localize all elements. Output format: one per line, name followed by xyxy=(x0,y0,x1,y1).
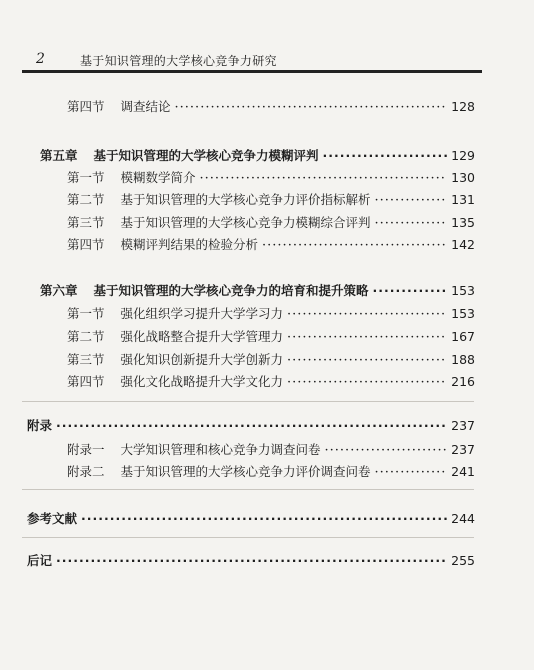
toc-label: 第六章 xyxy=(40,283,78,298)
toc-label: 参考文献 xyxy=(27,511,78,526)
toc-entry-appendix-1[interactable] xyxy=(67,440,475,458)
toc-text: 强化战略整合提升大学管理力 xyxy=(120,329,284,344)
toc-text: 基于知识管理的大学核心竞争力的培育和提升策略 xyxy=(93,283,369,298)
toc-label: 第三节 xyxy=(67,352,105,367)
toc-text: 基于知识管理的大学核心竞争力评价调查问卷 xyxy=(120,464,371,479)
toc-leader xyxy=(287,307,447,322)
toc-leader xyxy=(375,465,448,480)
toc-page: 255 xyxy=(451,553,475,568)
toc-page: 130 xyxy=(451,170,475,185)
toc-entry-appendix[interactable] xyxy=(27,416,475,434)
toc-leader xyxy=(81,511,447,526)
toc-text: 模糊数学简介 xyxy=(120,170,196,185)
toc-page: 153 xyxy=(451,306,475,321)
toc-text: 强化知识创新提升大学创新力 xyxy=(120,352,284,367)
toc-text: 模糊评判结果的检验分析 xyxy=(120,237,259,252)
toc-label: 第五章 xyxy=(40,148,78,163)
toc-leader xyxy=(375,216,448,231)
toc-label: 附录 xyxy=(27,418,53,433)
toc-entry-4-4-conclusion[interactable] xyxy=(67,97,475,115)
toc-text: 调查结论 xyxy=(120,99,171,114)
toc-entry-6-2[interactable] xyxy=(67,327,475,345)
toc-page: 131 xyxy=(451,192,475,207)
toc-entry-5-1[interactable] xyxy=(67,168,475,186)
toc-page: 216 xyxy=(451,374,475,389)
toc-page: 153 xyxy=(451,283,475,298)
toc-text: 基于知识管理的大学核心竞争力模糊综合评判 xyxy=(120,215,371,230)
toc-entry-chapter-5[interactable] xyxy=(40,146,475,164)
toc-entry-5-2[interactable] xyxy=(67,190,475,208)
toc-entry-6-1[interactable] xyxy=(67,304,475,322)
toc-page: 237 xyxy=(451,418,475,433)
toc-entry-5-3[interactable] xyxy=(67,213,475,231)
toc-label: 第四节 xyxy=(67,374,105,389)
toc-text: 强化文化战略提升大学文化力 xyxy=(120,374,284,389)
toc-page: 142 xyxy=(451,237,475,252)
toc-entry-6-3[interactable] xyxy=(67,350,475,368)
toc-label: 第二节 xyxy=(67,192,105,207)
toc-label: 第二节 xyxy=(67,329,105,344)
toc-text: 基于知识管理的大学核心竞争力模糊评判 xyxy=(93,148,319,163)
toc-page: 244 xyxy=(451,511,475,526)
toc-leader xyxy=(287,375,447,390)
toc-label: 后记 xyxy=(27,553,53,568)
toc-leader xyxy=(56,553,447,568)
toc-text: 大学知识管理和核心竞争力调查问卷 xyxy=(120,442,321,457)
toc-leader xyxy=(287,353,447,368)
toc-label: 第一节 xyxy=(67,306,105,321)
toc-page: 167 xyxy=(451,329,475,344)
header-rule xyxy=(22,70,482,73)
toc-entry-appendix-2[interactable] xyxy=(67,462,475,480)
divider xyxy=(22,489,474,490)
toc-label: 第四节 xyxy=(67,237,105,252)
toc-text: 基于知识管理的大学核心竞争力评价指标解析 xyxy=(120,192,371,207)
header-page-number: 2 xyxy=(36,51,45,67)
toc-label: 第三节 xyxy=(67,215,105,230)
divider xyxy=(22,401,474,402)
divider xyxy=(22,537,474,538)
toc-entry-postscript[interactable] xyxy=(27,551,475,569)
toc-entry-6-4[interactable] xyxy=(67,372,475,390)
toc-leader xyxy=(375,193,448,208)
toc-page: 129 xyxy=(451,148,475,163)
toc-leader xyxy=(175,100,448,115)
toc-leader xyxy=(200,171,448,186)
toc-page: 241 xyxy=(451,464,475,479)
toc-label: 第四节 xyxy=(67,99,105,114)
toc-leader xyxy=(56,418,447,433)
toc-page: 128 xyxy=(451,99,475,114)
toc-page: 237 xyxy=(451,442,475,457)
toc-page: 188 xyxy=(451,352,475,367)
toc-leader xyxy=(373,283,448,298)
toc-leader xyxy=(287,330,447,345)
toc-leader xyxy=(325,443,448,458)
header-book-title: 基于知识管理的大学核心竞争力研究 xyxy=(80,54,277,68)
toc-leader xyxy=(323,148,448,163)
toc-leader xyxy=(262,238,447,253)
toc-label: 第一节 xyxy=(67,170,105,185)
toc-text: 强化组织学习提升大学学习力 xyxy=(120,306,284,321)
toc-entry-references[interactable] xyxy=(27,509,475,527)
toc-entry-chapter-6[interactable] xyxy=(40,281,475,299)
toc-label: 附录一 xyxy=(67,442,105,457)
running-header xyxy=(22,46,482,74)
toc-label: 附录二 xyxy=(67,464,105,479)
toc-entry-5-4[interactable] xyxy=(67,235,475,253)
toc-page: 135 xyxy=(451,215,475,230)
